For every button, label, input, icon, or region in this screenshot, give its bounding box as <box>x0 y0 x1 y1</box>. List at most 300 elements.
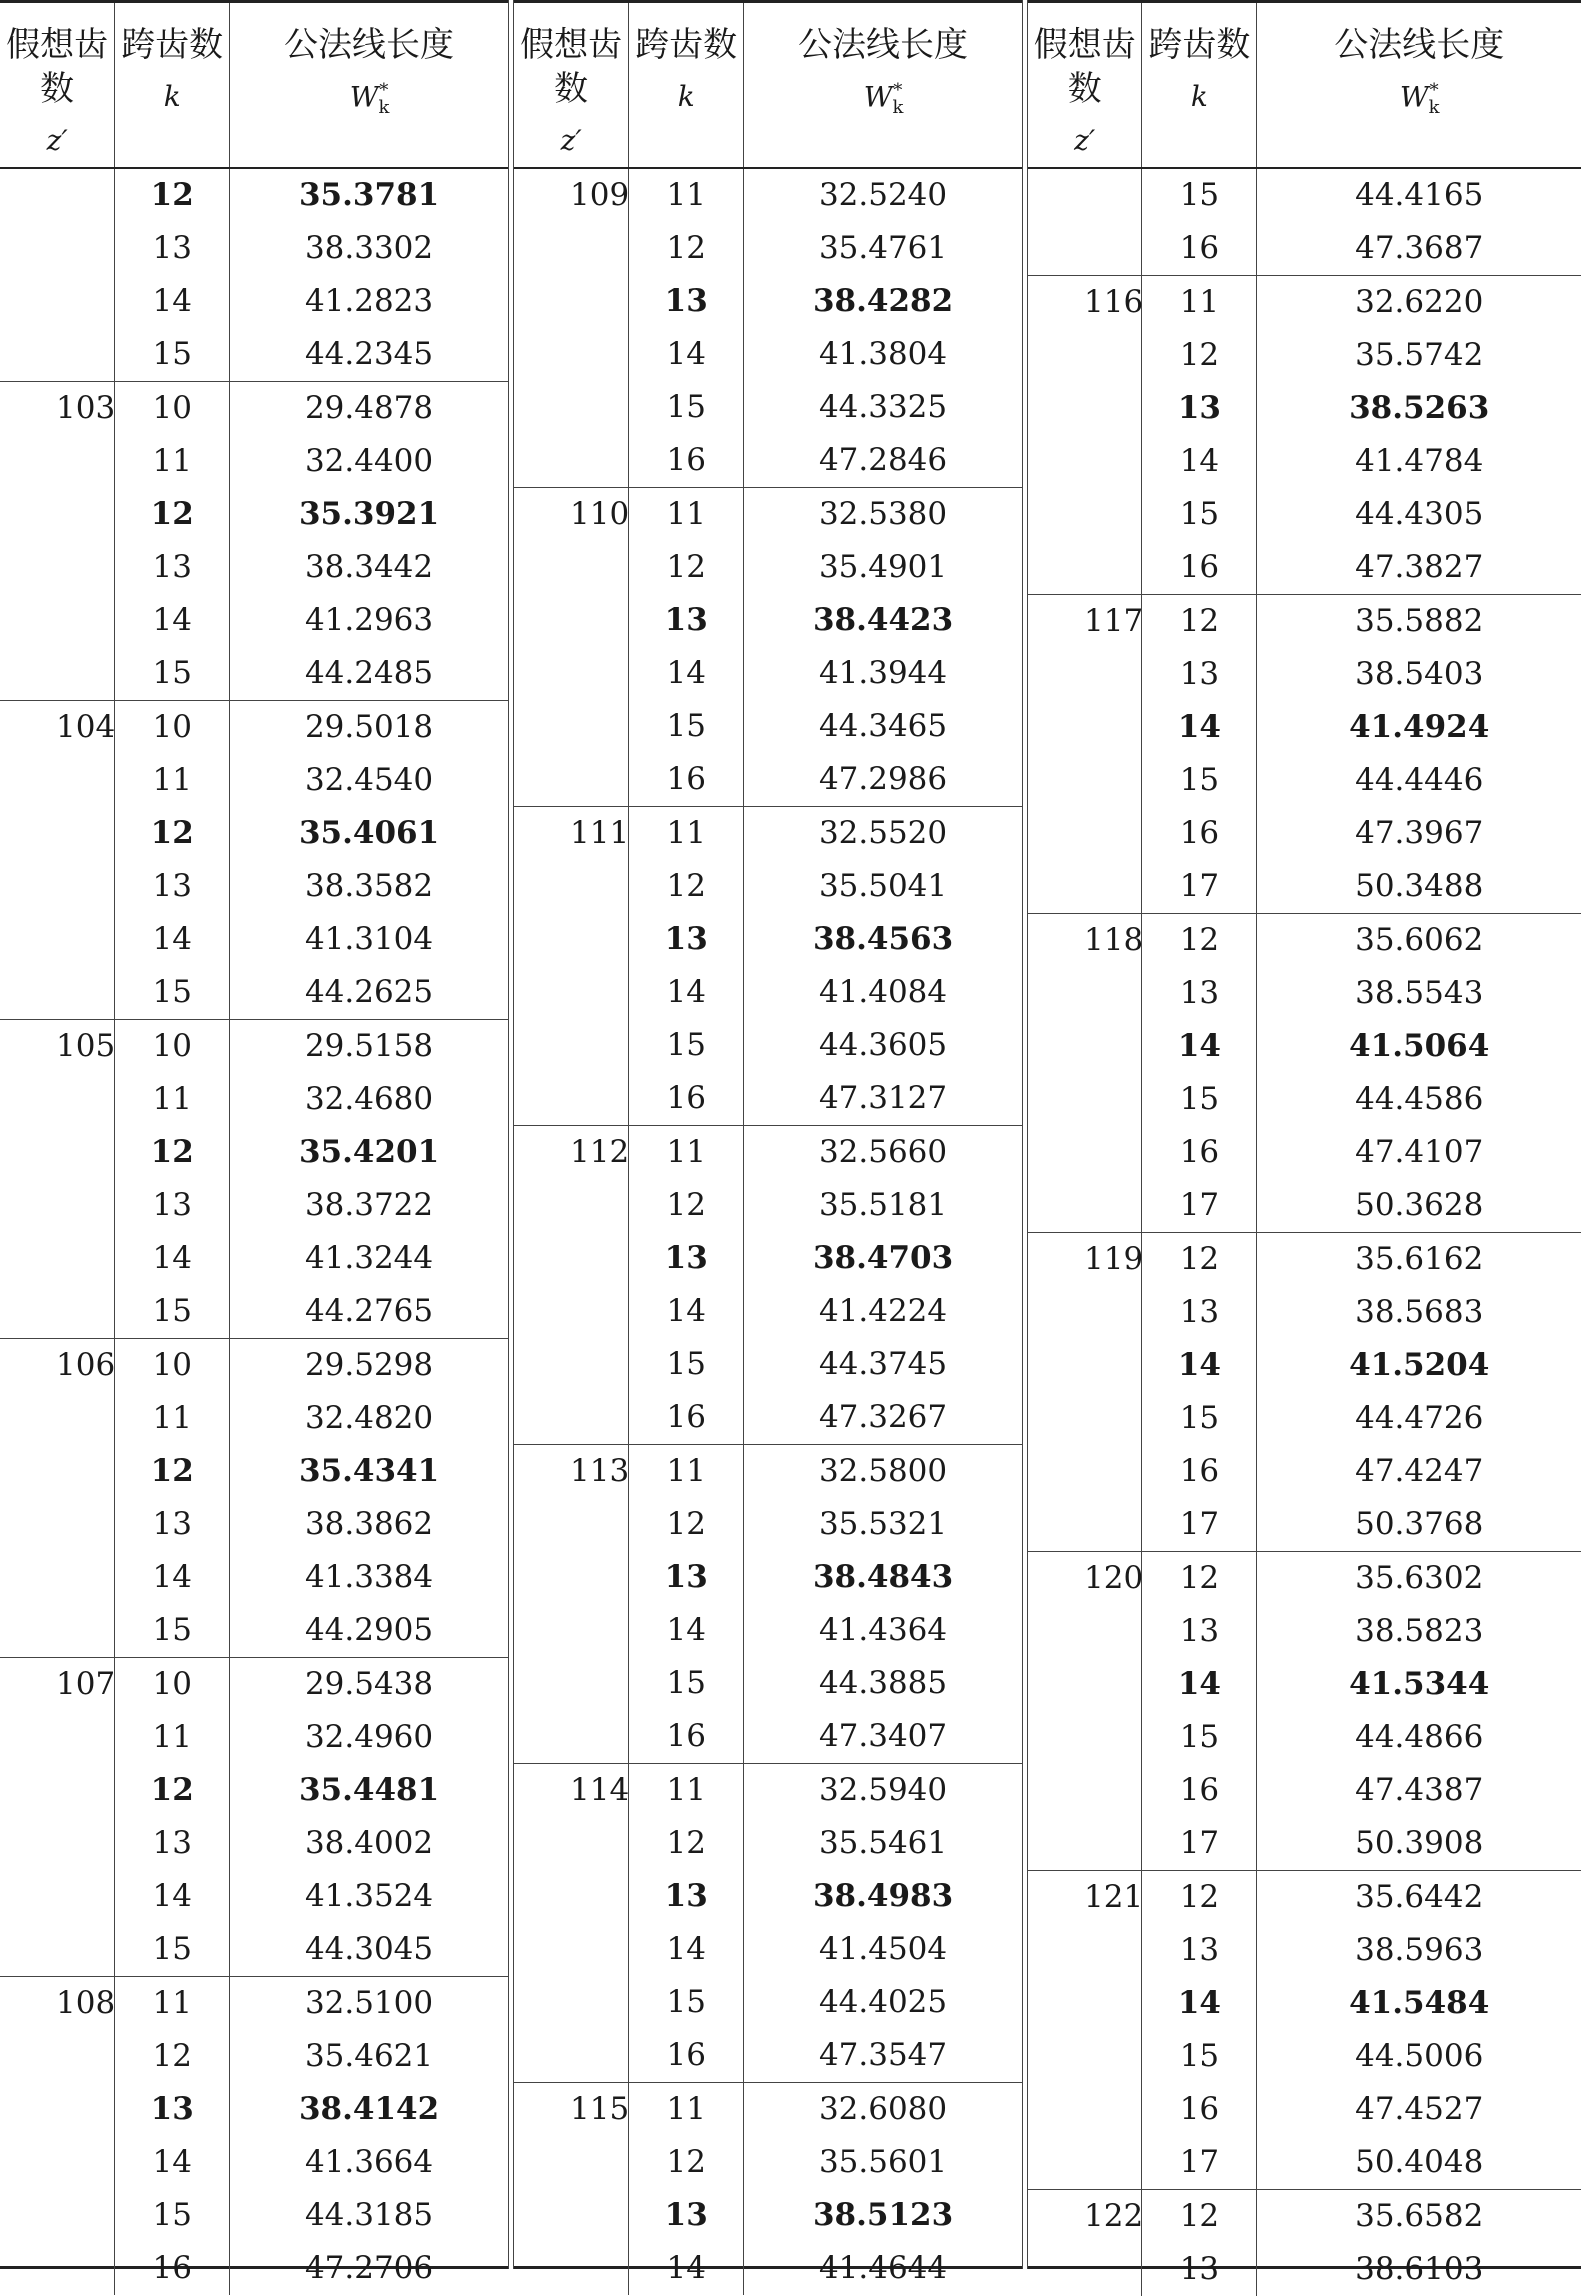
cell-z <box>514 1232 629 1285</box>
cell-k: 15 <box>115 1604 230 1658</box>
table-row <box>0 1498 508 1551</box>
table-row <box>1028 222 1581 276</box>
cell-w: 35.4341 <box>230 1445 508 1498</box>
table-row <box>1028 1498 1581 1552</box>
cell-k: 15 <box>1142 488 1257 541</box>
cell-k: 12 <box>115 1126 230 1179</box>
header-symbol: z′ <box>560 124 582 158</box>
table-row <box>0 328 508 382</box>
table-row <box>0 1339 508 1393</box>
cell-k: 15 <box>629 1976 744 2029</box>
data-table <box>0 3 508 2295</box>
cell-z <box>514 381 629 434</box>
table-row <box>1028 595 1581 649</box>
cell-w: 38.3302 <box>230 222 508 275</box>
cell-z <box>514 700 629 753</box>
table-row <box>1028 1020 1581 1073</box>
header-symbol-base: W <box>349 80 379 114</box>
cell-z <box>1028 1179 1142 1233</box>
cell-z <box>0 435 115 488</box>
table-row <box>0 1179 508 1232</box>
cell-w: 32.4960 <box>230 1711 508 1764</box>
table-row <box>1028 382 1581 435</box>
cell-z <box>0 2030 115 2083</box>
cell-w: 32.4400 <box>230 435 508 488</box>
cell-z <box>0 275 115 328</box>
cell-w: 35.4621 <box>230 2030 508 2083</box>
cell-k: 14 <box>629 1604 744 1657</box>
table-row <box>1028 1552 1581 1606</box>
cell-k: 13 <box>1142 648 1257 701</box>
cell-w: 44.4586 <box>1257 1073 1581 1126</box>
table-row <box>514 807 1022 861</box>
table-row <box>1028 1658 1581 1711</box>
cell-k: 17 <box>1142 1179 1257 1233</box>
cell-k: 13 <box>629 594 744 647</box>
cell-w: 44.3045 <box>230 1923 508 1977</box>
cell-z <box>514 1604 629 1657</box>
cell-z <box>514 1923 629 1976</box>
cell-k: 17 <box>1142 860 1257 914</box>
cell-z <box>1028 329 1142 382</box>
table-row <box>0 807 508 860</box>
cell-w: 38.4843 <box>744 1551 1022 1604</box>
header-symbol: k <box>163 80 181 114</box>
cell-k: 10 <box>115 382 230 436</box>
table-row <box>0 1285 508 1339</box>
header-label: 假想齿数 <box>520 25 623 110</box>
cell-z <box>0 807 115 860</box>
cell-z <box>1028 222 1142 276</box>
cell-w: 35.5601 <box>744 2136 1022 2189</box>
cell-w: 38.5403 <box>1257 648 1581 701</box>
cell-k: 11 <box>115 1977 230 2031</box>
table-row <box>1028 168 1581 222</box>
cell-k: 14 <box>115 275 230 328</box>
cell-w: 47.3407 <box>744 1710 1022 1764</box>
cell-w: 41.2823 <box>230 275 508 328</box>
cell-z <box>514 753 629 807</box>
table-row <box>514 1126 1022 1180</box>
cell-w: 32.5100 <box>230 1977 508 2031</box>
cell-z <box>0 647 115 701</box>
cell-w: 38.4563 <box>744 913 1022 966</box>
cell-z <box>514 328 629 381</box>
header-symbol: k <box>1190 80 1208 114</box>
cell-z <box>0 913 115 966</box>
cell-w: 35.5041 <box>744 860 1022 913</box>
header-label: 跨齿数 <box>635 25 738 65</box>
header-symbol-base: W <box>1399 80 1429 114</box>
cell-z <box>514 1179 629 1232</box>
table-row <box>0 1658 508 1712</box>
cell-z <box>1028 1605 1142 1658</box>
table-row <box>0 1232 508 1285</box>
cell-z: 118 <box>1028 914 1142 968</box>
table-row <box>1028 1924 1581 1977</box>
cell-z <box>1028 488 1142 541</box>
cell-z <box>1028 435 1142 488</box>
cell-z <box>0 168 115 222</box>
cell-z: 110 <box>514 488 629 542</box>
table-row <box>1028 329 1581 382</box>
table-row <box>1028 1977 1581 2030</box>
cell-z: 103 <box>0 382 115 436</box>
table-row <box>514 1976 1022 2029</box>
cell-k: 14 <box>1142 1658 1257 1711</box>
table-row <box>1028 2190 1581 2244</box>
cell-k: 13 <box>115 222 230 275</box>
cell-z <box>1028 1286 1142 1339</box>
cell-k: 16 <box>629 2029 744 2083</box>
cell-z <box>514 2189 629 2242</box>
cell-w: 41.4224 <box>744 1285 1022 1338</box>
table-row <box>514 1285 1022 1338</box>
cell-z <box>514 1657 629 1710</box>
cell-w: 35.4061 <box>230 807 508 860</box>
cell-k: 13 <box>629 1551 744 1604</box>
cell-k: 13 <box>1142 382 1257 435</box>
cell-z: 115 <box>514 2083 629 2137</box>
cell-z <box>1028 1977 1142 2030</box>
table-row <box>1028 435 1581 488</box>
cell-w: 35.4201 <box>230 1126 508 1179</box>
cell-k: 12 <box>1142 595 1257 649</box>
data-table <box>1028 3 1581 2296</box>
cell-w: 35.3921 <box>230 488 508 541</box>
cell-w: 44.5006 <box>1257 2030 1581 2083</box>
cell-k: 12 <box>1142 914 1257 968</box>
table-row <box>514 594 1022 647</box>
cell-w: 41.5484 <box>1257 1977 1581 2030</box>
cell-w: 35.6162 <box>1257 1233 1581 1287</box>
cell-k: 16 <box>1142 222 1257 276</box>
table-row <box>1028 488 1581 541</box>
table-row <box>0 1764 508 1817</box>
cell-w: 32.5800 <box>744 1445 1022 1499</box>
cell-k: 15 <box>115 2189 230 2242</box>
table-row <box>0 435 508 488</box>
table-row <box>1028 1711 1581 1764</box>
cell-w: 35.6062 <box>1257 914 1581 968</box>
cell-z: 104 <box>0 701 115 755</box>
cell-w: 41.3664 <box>230 2136 508 2189</box>
cell-k: 14 <box>629 1285 744 1338</box>
cell-k: 12 <box>629 222 744 275</box>
cell-w: 50.3488 <box>1257 860 1581 914</box>
cell-k: 13 <box>629 2189 744 2242</box>
header-symbol-base: W <box>863 80 893 114</box>
table-row <box>514 966 1022 1019</box>
cell-k: 14 <box>1142 1977 1257 2030</box>
cell-w: 44.3885 <box>744 1657 1022 1710</box>
cell-k: 10 <box>115 1339 230 1393</box>
cell-z <box>0 1870 115 1923</box>
table-row <box>0 382 508 436</box>
cell-k: 11 <box>629 168 744 222</box>
cell-z <box>1028 1392 1142 1445</box>
cell-w: 38.3862 <box>230 1498 508 1551</box>
cell-w: 47.3967 <box>1257 807 1581 860</box>
cell-k: 11 <box>629 488 744 542</box>
cell-z <box>1028 1764 1142 1817</box>
cell-z <box>1028 1711 1142 1764</box>
cell-w: 47.3127 <box>744 1072 1022 1126</box>
cell-w: 35.3781 <box>230 168 508 222</box>
table-row <box>0 222 508 275</box>
cell-k: 16 <box>629 434 744 488</box>
cell-w: 41.3244 <box>230 1232 508 1285</box>
cell-z <box>1028 1658 1142 1711</box>
cell-k: 15 <box>629 1019 744 1072</box>
cell-w: 41.5064 <box>1257 1020 1581 1073</box>
cell-k: 15 <box>629 700 744 753</box>
cell-z: 107 <box>0 1658 115 1712</box>
cell-z <box>0 1498 115 1551</box>
table-row <box>0 1711 508 1764</box>
cell-k: 14 <box>1142 701 1257 754</box>
cell-k: 15 <box>115 1285 230 1339</box>
cell-k: 16 <box>1142 807 1257 860</box>
table-row <box>0 594 508 647</box>
table-row <box>1028 967 1581 1020</box>
table-row <box>0 1445 508 1498</box>
cell-z <box>1028 648 1142 701</box>
cell-k: 14 <box>115 1870 230 1923</box>
table-row <box>1028 1126 1581 1179</box>
cell-w: 29.5158 <box>230 1020 508 1074</box>
table-row <box>514 2029 1022 2083</box>
cell-k: 15 <box>1142 1711 1257 1764</box>
table-row <box>514 2189 1022 2242</box>
table-row <box>514 381 1022 434</box>
table-row <box>1028 1605 1581 1658</box>
table-row <box>0 2189 508 2242</box>
table-row <box>1028 2030 1581 2083</box>
cell-k: 10 <box>115 701 230 755</box>
table-row <box>514 1817 1022 1870</box>
table-row <box>514 1445 1022 1499</box>
cell-k: 16 <box>1142 1445 1257 1498</box>
cell-k: 16 <box>1142 2083 1257 2136</box>
cell-z <box>1028 1817 1142 1871</box>
cell-k: 12 <box>629 1179 744 1232</box>
cell-w: 44.2765 <box>230 1285 508 1339</box>
cell-z <box>514 2029 629 2083</box>
cell-w: 41.4504 <box>744 1923 1022 1976</box>
cell-z <box>1028 1073 1142 1126</box>
table-row <box>1028 1073 1581 1126</box>
cell-w: 44.4726 <box>1257 1392 1581 1445</box>
table-row <box>0 1604 508 1658</box>
cell-k: 10 <box>115 1020 230 1074</box>
cell-z: 120 <box>1028 1552 1142 1606</box>
cell-z <box>514 1072 629 1126</box>
cell-k: 16 <box>1142 1126 1257 1179</box>
cell-z: 111 <box>514 807 629 861</box>
cell-z <box>0 1711 115 1764</box>
header-k <box>1142 3 1257 168</box>
cell-k: 13 <box>1142 967 1257 1020</box>
cell-z: 116 <box>1028 276 1142 330</box>
cell-z <box>1028 967 1142 1020</box>
cell-z: 119 <box>1028 1233 1142 1287</box>
cell-w: 41.3104 <box>230 913 508 966</box>
cell-k: 15 <box>1142 2030 1257 2083</box>
cell-w: 41.3804 <box>744 328 1022 381</box>
cell-w: 41.4784 <box>1257 435 1581 488</box>
table-row <box>1028 807 1581 860</box>
cell-k: 13 <box>1142 1605 1257 1658</box>
table-row <box>514 168 1022 222</box>
table-row <box>514 488 1022 542</box>
table-panel-3 <box>1028 0 1581 2287</box>
cell-z <box>0 594 115 647</box>
cell-w: 29.5438 <box>230 1658 508 1712</box>
cell-z <box>514 966 629 1019</box>
table-row <box>0 1073 508 1126</box>
header-label: 假想齿数 <box>6 25 109 110</box>
cell-w: 38.6103 <box>1257 2243 1581 2296</box>
table-row <box>1028 1871 1581 1925</box>
cell-z <box>514 913 629 966</box>
cell-k: 15 <box>1142 1392 1257 1445</box>
header-symbol-sub: k <box>378 97 390 119</box>
cell-k: 12 <box>629 1498 744 1551</box>
cell-k: 12 <box>1142 1871 1257 1925</box>
cell-w: 41.4644 <box>744 2242 1022 2295</box>
cell-w: 32.5380 <box>744 488 1022 542</box>
cell-z: 108 <box>0 1977 115 2031</box>
cell-z: 121 <box>1028 1871 1142 1925</box>
cell-k: 12 <box>115 488 230 541</box>
cell-z <box>1028 2136 1142 2190</box>
cell-w: 47.2706 <box>230 2242 508 2295</box>
table-row <box>0 488 508 541</box>
table-row <box>0 1923 508 1977</box>
cell-k: 13 <box>629 913 744 966</box>
header-label: 公法线长度 <box>284 25 455 65</box>
cell-w: 32.6080 <box>744 2083 1022 2137</box>
cell-z <box>0 1551 115 1604</box>
header-z <box>0 3 115 168</box>
cell-z: 105 <box>0 1020 115 1074</box>
table-row <box>514 1072 1022 1126</box>
cell-k: 11 <box>115 754 230 807</box>
header-w <box>230 3 508 168</box>
cell-w: 44.2625 <box>230 966 508 1020</box>
table-row <box>0 860 508 913</box>
cell-z <box>1028 1339 1142 1392</box>
cell-w: 41.4364 <box>744 1604 1022 1657</box>
cell-z <box>0 1445 115 1498</box>
table-row <box>0 2136 508 2189</box>
table-row <box>514 1710 1022 1764</box>
cell-k: 15 <box>1142 1073 1257 1126</box>
cell-k: 10 <box>115 1658 230 1712</box>
cell-k: 16 <box>115 2242 230 2295</box>
cell-k: 13 <box>1142 1924 1257 1977</box>
cell-k: 12 <box>115 168 230 222</box>
cell-w: 38.5963 <box>1257 1924 1581 1977</box>
cell-z <box>0 1073 115 1126</box>
cell-w: 29.4878 <box>230 382 508 436</box>
cell-z: 114 <box>514 1764 629 1818</box>
table-row <box>514 1551 1022 1604</box>
cell-z <box>0 966 115 1020</box>
cell-k: 16 <box>629 1710 744 1764</box>
table-row <box>514 1657 1022 1710</box>
cell-z <box>0 754 115 807</box>
cell-w: 44.2485 <box>230 647 508 701</box>
cell-k: 16 <box>629 1391 744 1445</box>
cell-w: 38.4142 <box>230 2083 508 2136</box>
cell-w: 44.4866 <box>1257 1711 1581 1764</box>
cell-w: 38.3442 <box>230 541 508 594</box>
cell-k: 13 <box>1142 2243 1257 2296</box>
table-row <box>1028 1233 1581 1287</box>
cell-z <box>0 1232 115 1285</box>
cell-z <box>1028 1020 1142 1073</box>
table-row <box>1028 1817 1581 1871</box>
cell-z: 109 <box>514 168 629 222</box>
cell-w: 29.5298 <box>230 1339 508 1393</box>
header-z <box>1028 3 1142 168</box>
table-row <box>1028 1445 1581 1498</box>
cell-k: 15 <box>629 381 744 434</box>
table-row <box>0 2083 508 2136</box>
cell-z <box>1028 2243 1142 2296</box>
cell-k: 14 <box>629 647 744 700</box>
table-row <box>0 1392 508 1445</box>
cell-k: 14 <box>629 2242 744 2295</box>
cell-k: 16 <box>629 753 744 807</box>
cell-z <box>1028 168 1142 222</box>
table-row <box>1028 1339 1581 1392</box>
header-label: 公法线长度 <box>1334 25 1505 65</box>
cell-w: 47.4107 <box>1257 1126 1581 1179</box>
cell-k: 13 <box>629 275 744 328</box>
cell-z <box>1028 1498 1142 1552</box>
cell-k: 15 <box>115 966 230 1020</box>
header-symbol: z′ <box>1074 124 1096 158</box>
table-row <box>1028 648 1581 701</box>
table-row <box>1028 1286 1581 1339</box>
cell-k: 15 <box>115 647 230 701</box>
cell-w: 41.3944 <box>744 647 1022 700</box>
cell-w: 47.2846 <box>744 434 1022 488</box>
header-symbol-sup: * <box>1429 80 1439 102</box>
cell-w: 32.6220 <box>1257 276 1581 330</box>
cell-k: 14 <box>1142 1339 1257 1392</box>
cell-k: 13 <box>115 1179 230 1232</box>
cell-w: 47.4247 <box>1257 1445 1581 1498</box>
cell-z <box>0 488 115 541</box>
cell-k: 16 <box>629 1072 744 1126</box>
cell-w: 50.3908 <box>1257 1817 1581 1871</box>
cell-z <box>1028 1126 1142 1179</box>
cell-z <box>514 1285 629 1338</box>
table-row <box>0 168 508 222</box>
table-row <box>514 647 1022 700</box>
cell-w: 32.4540 <box>230 754 508 807</box>
table-row <box>514 753 1022 807</box>
cell-w: 47.3687 <box>1257 222 1581 276</box>
cell-w: 35.4481 <box>230 1764 508 1817</box>
cell-w: 32.5940 <box>744 1764 1022 1818</box>
cell-w: 47.2986 <box>744 753 1022 807</box>
header-symbol <box>1257 79 1581 119</box>
